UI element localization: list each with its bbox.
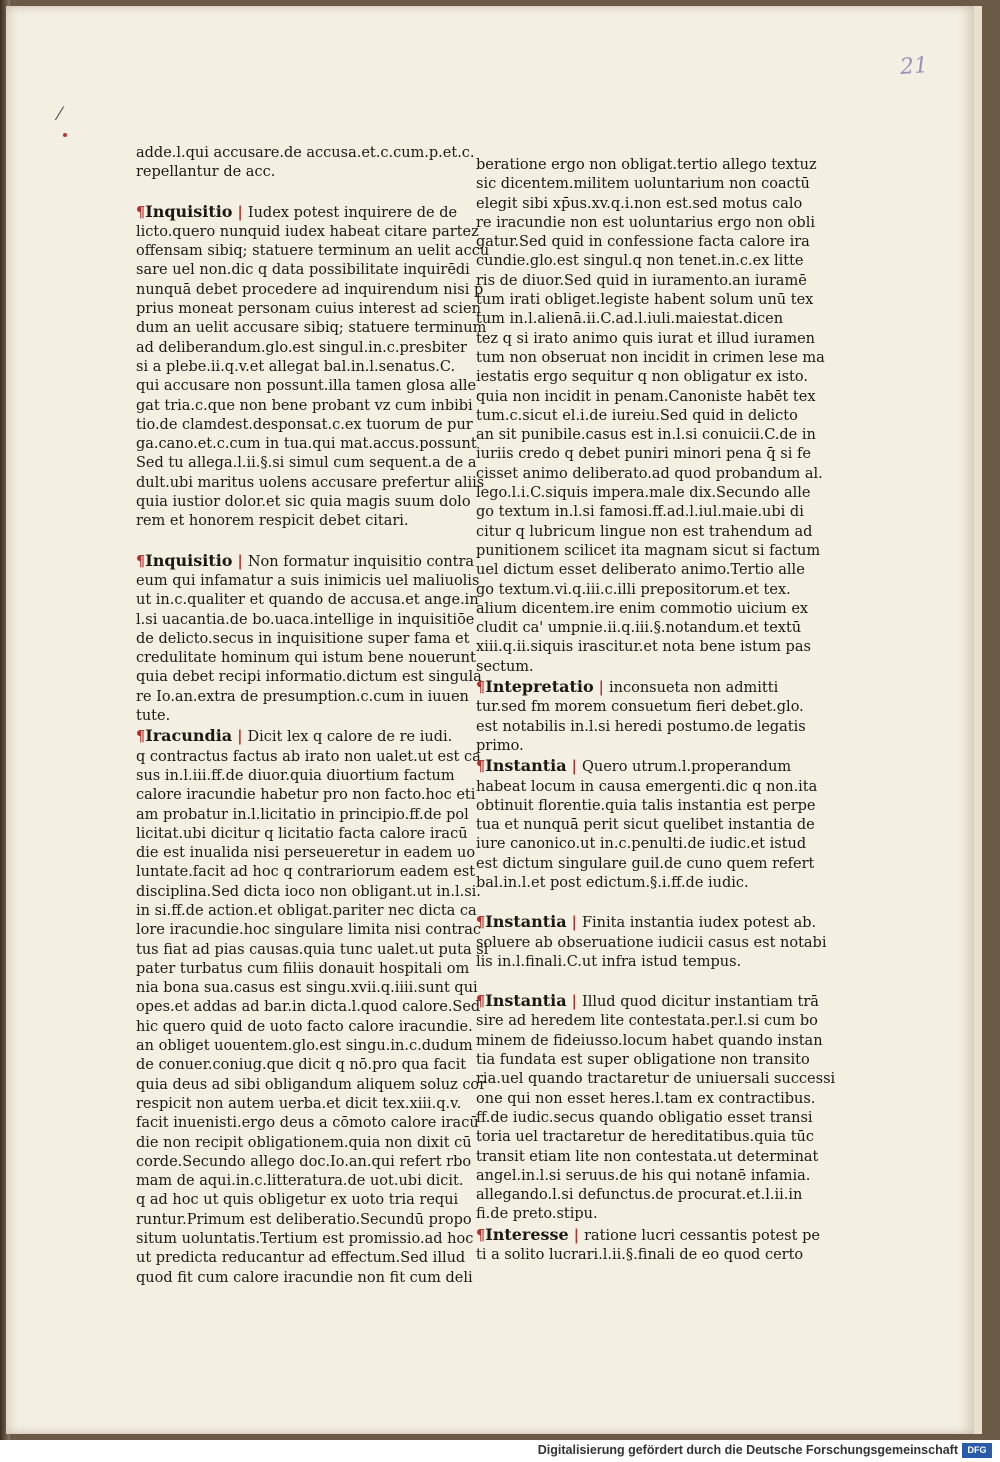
- pilcrow-icon: ¶: [136, 728, 146, 746]
- text-line: tum.c.sicut el.i.de iureiu.Sed quid in delicto: [476, 407, 798, 424]
- entry-heading: Inquisitio: [145, 201, 233, 221]
- red-mark-icon: [63, 133, 67, 137]
- entry-text: Finita instantia iudex potest ab.: [581, 915, 817, 932]
- paragraph-gap: [136, 183, 426, 202]
- entry-heading: Instantia: [485, 912, 567, 932]
- text-entry: [136, 201, 490, 532]
- entry-heading: Instantia: [485, 991, 567, 1011]
- text-line: iuriis credo q debet puniri minori pena q̄ si fe: [476, 446, 811, 463]
- entry-text: Dicit lex q calore de re iudi.: [247, 729, 453, 746]
- text-line: si a plebe.ii.q.v.et allegat bal.in.l.senatus.C.: [136, 358, 456, 375]
- text-line: fi.de preto.stipu.: [476, 1206, 598, 1223]
- text-line: est dictum singulare guil.de cuno quem refert: [476, 855, 815, 872]
- text-line: iure canonico.ut in.c.penulti.de iudic.et istud: [476, 836, 807, 853]
- entry-text: ratione lucri cessantis potest pe: [584, 1227, 820, 1244]
- heading-separator: |: [566, 993, 582, 1011]
- text-line: primo.: [476, 737, 524, 754]
- text-line: die non recipit obligationem.quia non dixit cū: [136, 1134, 472, 1151]
- text-line: an sit punibile.casus est in.l.si conuicii.C.de in: [476, 427, 816, 444]
- footer-credit: Digitalisierung gefördert durch die Deutsche Forschungsgemeinschaft: [537, 1443, 958, 1457]
- text-line: [476, 912, 817, 933]
- text-entry: [136, 550, 482, 727]
- text-line: de delicto.secus in inquisitione super fama et: [136, 630, 470, 647]
- text-line: respicit non autem uerba.et dicit tex.xiii.q.v.: [136, 1095, 462, 1112]
- pilcrow-icon: ¶: [476, 993, 486, 1011]
- text-line: ff.de iudic.secus quando obligatio esset transi: [476, 1109, 813, 1126]
- text-line: habeat locum in causa emergenti.dic q non.ita: [476, 778, 818, 795]
- text-line: sic dicentem.militem uoluntarium non coactū: [476, 176, 810, 193]
- pilcrow-icon: ¶: [136, 552, 146, 570]
- heading-separator: |: [232, 203, 248, 221]
- paragraph-gap: [136, 532, 426, 551]
- text-line: q contractus factus ab irato non ualet.ut est ca: [136, 748, 481, 765]
- text-line: licitat.ubi dicitur q licitatio facta calore iracū: [136, 825, 468, 842]
- text-line: l.si uacantia.de bo.uaca.intellige in inquisitiōe: [136, 611, 475, 628]
- text-line: tio.de clamdest.desponsat.c.ex tuorum de pur: [136, 416, 473, 433]
- text-line: lego.l.i.C.siquis impera.male dix.Secundo alle: [476, 485, 811, 502]
- text-line: [136, 550, 475, 572]
- text-line: obtinuit florentie.quia talis instantia est perpe: [476, 797, 816, 814]
- text-entry: [476, 677, 806, 756]
- text-line: allegando.l.si defunctus.de procurat.et.l.ii.in: [476, 1187, 803, 1204]
- text-line: runtur.Primum est deliberatio.Secundū propo: [136, 1211, 472, 1228]
- text-line: est notabilis in.l.si heredi postumo.de legatis: [476, 718, 806, 735]
- text-line: tez q si irato animo quis iurat et illud iuramen: [476, 330, 816, 347]
- text-line: qui accusare non possunt.illa tamen glosa alle: [136, 378, 477, 395]
- text-line: an obliget uouentem.glo.est singu.in.c.dudum: [136, 1038, 473, 1055]
- text-line: repellantur de acc.: [136, 164, 276, 181]
- text-line: quia iustior dolor.et sic quia magis suum dolo: [136, 494, 471, 511]
- pilcrow-icon: ¶: [476, 914, 486, 932]
- text-line: quia debet recipi informatio.dictum est singula: [136, 669, 482, 686]
- text-line: mam de aqui.in.c.litteratura.de uot.ubi dicit.: [136, 1173, 464, 1190]
- text-entry: [476, 991, 836, 1225]
- text-line: re iracundie non est uoluntarius ergo non obli: [476, 214, 815, 231]
- text-line: minem de fideiusso.locum habet quando instan: [476, 1032, 823, 1049]
- pilcrow-icon: ¶: [476, 758, 486, 776]
- text-line: beratione ergo non obligat.tertio allego textuz: [476, 157, 817, 173]
- text-line: eum qui infamatur a suis inimicis uel maliuolis: [136, 572, 480, 589]
- heading-separator: |: [568, 1226, 585, 1244]
- text-line: facit inuenisti.ergo deus a cōmoto calore iracū: [136, 1115, 479, 1132]
- entry-heading: Interesse: [485, 1224, 569, 1244]
- text-line: tur.sed fm morem consuetum fieri debet.glo.: [476, 699, 804, 716]
- text-line: Sed tu allega.l.ii.§.si simul cum sequent.a de a: [136, 455, 477, 472]
- text-line: am probatur in.l.licitatio in principio.ff.de pol: [136, 806, 469, 823]
- paragraph-gap: [476, 893, 776, 912]
- text-line: quia non incidit in penam.Canoniste habēt tex: [476, 388, 816, 405]
- dfg-logo: DFG: [962, 1443, 992, 1458]
- text-line: alium dicentem.ire enim commotio uicium ex: [476, 600, 809, 617]
- text-line: gat tria.c.que non bene probant vz cum inbibi: [136, 397, 473, 414]
- text-line: sire ad heredem lite contestata.per.l.si cum bo: [476, 1013, 818, 1030]
- text-line: soluere ab obseruatione iudicii casus est notabi: [476, 934, 827, 951]
- text-line: angel.in.l.si seruus.de his qui notanē infamia.: [476, 1167, 811, 1184]
- text-line: tua et nunquā perit sicut quelibet instantia de: [476, 817, 815, 834]
- text-line: ut in.c.qualiter et quando de accusa.et ange.in: [136, 592, 479, 609]
- text-line: quia deus ad sibi obligandum aliquem soluz cor: [136, 1076, 487, 1093]
- text-line: ria.uel quando tractaretur de uniuersali successi: [476, 1071, 836, 1088]
- text-line: xiii.q.ii.siquis irascitur.et nota bene istum pas: [476, 639, 811, 656]
- text-line: lis in.l.finali.C.ut infra istud tempus.: [476, 953, 742, 970]
- text-line: quod fit cum calore iracundie non fit cum deli: [136, 1269, 473, 1286]
- text-line: licto.quero nunquid iudex habeat citare partez: [136, 223, 479, 240]
- text-entry: [476, 156, 825, 677]
- text-line: one qui non esset heres.l.tam ex contractibus.: [476, 1090, 816, 1107]
- heading-separator: |: [232, 552, 248, 570]
- text-line: lore iracundie.hoc singulare limita nisi contrac: [136, 922, 481, 939]
- text-line: sectum.: [476, 658, 534, 675]
- text-line: ti a solito lucrari.l.ii.§.finali de eo quod certo: [476, 1247, 804, 1264]
- text-line: tute.: [136, 708, 171, 725]
- text-line: ad deliberandum.glo.est singul.in.c.presbiter: [136, 339, 467, 356]
- text-line: ris de diuor.Sed quid in iuramento.an iuramē: [476, 272, 807, 289]
- heading-separator: |: [232, 728, 248, 746]
- entry-text: inconsueta non admitti: [609, 680, 779, 697]
- pilcrow-icon: ¶: [476, 1226, 486, 1244]
- text-line: go textum in.l.si famosi.ff.ad.l.iul.maie.ubi di: [476, 504, 804, 521]
- entry-text: Iudex potest inquirere de de: [247, 204, 458, 221]
- text-line: toria uel tractaretur de hereditatibus.quia tūc: [476, 1129, 814, 1146]
- heading-separator: |: [593, 679, 609, 697]
- text-entry: [476, 1224, 820, 1266]
- text-line: dult.ubi maritus uolens accusare prefertur aliis: [136, 474, 485, 491]
- text-line: tia fundata est super obligatione non transito: [476, 1052, 810, 1069]
- text-line: cludit ca' umpnie.ii.q.iii.§.notandum.et textū: [476, 620, 802, 637]
- heading-separator: |: [566, 758, 582, 776]
- text-line: sare uel non.dic q data possibilitate inquirēdi: [136, 262, 470, 279]
- text-line: de conuer.coniug.que dicit q nō.pro qua facit: [136, 1057, 467, 1074]
- text-line: prius moneat personam cuius interest ad scien: [136, 301, 481, 318]
- text-line: uel dictum esset deliberato animo.Tertio alle: [476, 562, 805, 579]
- entry-heading: Iracundia: [145, 726, 233, 746]
- text-line: gatur.Sed quid in confessione facta calore ira: [476, 234, 810, 251]
- text-line: bal.in.l.et post edictum.§.i.ff.de iudic.: [476, 874, 749, 891]
- text-line: nia bona sua.casus est singu.xvii.q.iiii.sunt qui: [136, 980, 478, 997]
- text-line: credulitate hominum qui istum bene nouerunt: [136, 650, 476, 667]
- text-line: iestatis ergo sequitur q non obligatur ex isto.: [476, 369, 808, 386]
- text-line: die est inualida nisi perseueretur in eadem uo: [136, 845, 476, 862]
- text-line: transit etiam lite non contestata.ut determinat: [476, 1148, 819, 1165]
- entry-heading: Instantia: [485, 756, 567, 776]
- text-line: [476, 1224, 820, 1246]
- entry-text: Non formatur inquisitio contra: [247, 553, 475, 570]
- text-line: punitionem scilicet ita magnam sicut si factum: [476, 542, 821, 559]
- text-line: dum an uelit accusare sibiq; statuere terminum: [136, 320, 487, 337]
- text-line: opes.et addas ad bar.in dicta.l.quod calore.Sed: [136, 999, 481, 1016]
- text-line: tum irati obliget.legiste habent solum unū tex: [476, 292, 814, 309]
- text-line: calore iracundie habetur pro non facto.hoc eti: [136, 787, 476, 804]
- text-line: tum in.l.alienā.ii.C.ad.l.iuli.maiestat.dicen: [476, 311, 784, 328]
- text-line: citur q lubricum lingue non est trahendum ad: [476, 523, 813, 540]
- text-line: q ad hoc ut quis obligetur ex uoto tria requi: [136, 1192, 459, 1209]
- text-line: [136, 726, 453, 747]
- text-line: elegit sibi xp̄us.xv.q.i.non est.sed motus calo: [476, 195, 803, 212]
- text-line: luntate.facit ad hoc q contrariorum eadem est: [136, 864, 476, 881]
- text-line: [476, 991, 819, 1012]
- entry-heading: Intepretatio: [485, 677, 594, 697]
- text-entry: [136, 726, 489, 1288]
- text-line: sus in.l.iii.ff.de diuor.quia diuortium factum: [136, 767, 455, 784]
- text-line: tum non obseruat non incidit in crimen lese ma: [476, 349, 825, 366]
- right-text-column: [476, 156, 836, 1265]
- text-line: [136, 201, 458, 223]
- text-entry: [136, 144, 475, 183]
- pilcrow-icon: ¶: [476, 679, 486, 697]
- text-entry: [476, 912, 827, 972]
- folio-number: 21: [899, 53, 929, 80]
- text-line: [476, 677, 779, 698]
- text-line: offensam sibiq; statuere terminum an uelit accu: [136, 243, 490, 260]
- entry-text: Illud quod dicitur instantiam trā: [581, 994, 819, 1011]
- text-line: ga.cano.et.c.cum in tua.qui mat.accus.possunt: [136, 436, 477, 453]
- text-line: rem et honorem respicit debet citari.: [136, 513, 409, 530]
- text-line: tus fiat ad pias causas.quia tunc ualet.ut puta si: [136, 941, 489, 958]
- text-line: cisset animo deliberato.ad quod probandum al.: [476, 465, 823, 482]
- text-line: cundie.glo.est singul.q non tenet.in.c.ex litte: [476, 253, 804, 270]
- heading-separator: |: [566, 914, 582, 932]
- text-line: pater turbatus cum filiis donauit hospitali om: [136, 960, 470, 977]
- text-line: disciplina.Sed dicta ioco non obligant.ut in.l.si.: [136, 883, 481, 900]
- text-line: [476, 756, 792, 777]
- ink-mark-icon: ⁄: [58, 104, 62, 125]
- entry-heading: Inquisitio: [145, 550, 233, 570]
- text-line: adde.l.qui accusare.de accusa.et.c.cum.p.et.c.: [136, 145, 475, 161]
- paragraph-gap: [476, 972, 776, 991]
- footer-bar: [0, 1440, 1000, 1462]
- text-line: re Io.an.extra de presumption.c.cum in iuuen: [136, 688, 469, 705]
- text-line: hic quero quid de uoto facto calore iracundie.: [136, 1018, 473, 1035]
- text-line: go textum.vi.q.iii.c.illi prepositorum.et tex.: [476, 581, 791, 598]
- text-line: situm uoluntatis.Tertium est promissio.ad hoc: [136, 1231, 474, 1248]
- left-text-column: [136, 144, 490, 1288]
- text-line: ut predicta reducantur ad effectum.Sed illud: [136, 1250, 466, 1267]
- entry-text: Quero utrum.l.properandum: [581, 759, 792, 776]
- text-line: in si.ff.de action.et obligat.pariter nec dicta ca: [136, 902, 477, 919]
- text-entry: [476, 756, 818, 893]
- text-line: nunquā debet procedere ad inquirendum nisi p: [136, 281, 484, 298]
- text-line: corde.Secundo allego doc.Io.an.qui refert rbo: [136, 1153, 472, 1170]
- pilcrow-icon: ¶: [136, 203, 146, 221]
